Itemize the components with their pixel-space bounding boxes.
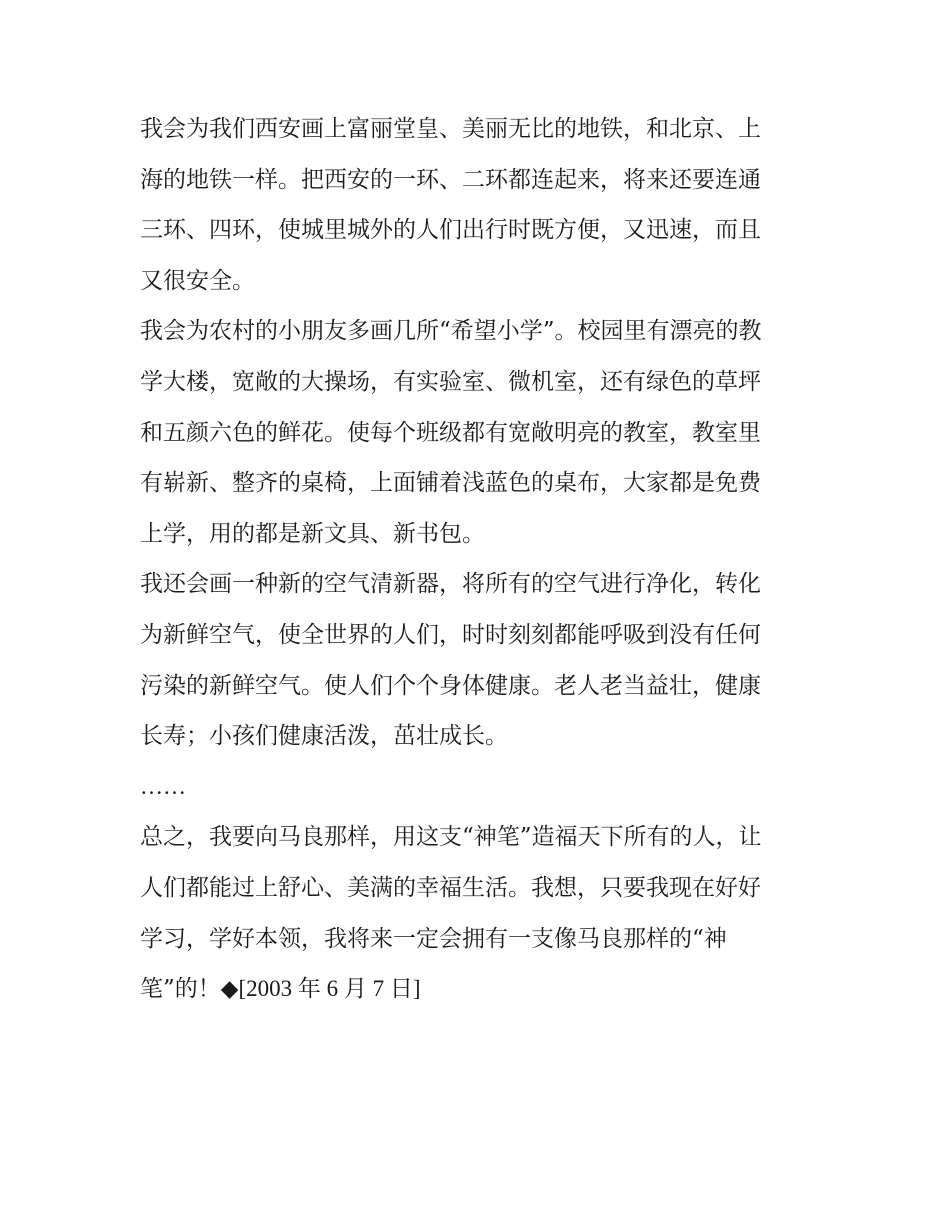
text-line: 总之，我要向马良那样，用这支“神笔”造福天下所有的人，让 (140, 824, 762, 851)
text-line: 为新鲜空气，使全世界的人们，时时刻刻都能呼吸到没有任何 (140, 621, 761, 648)
paragraph-air-purifier (140, 559, 815, 761)
text-line: 和五颜六色的鲜花。使每个班级都有宽敞明亮的教室，教室里 (140, 419, 761, 446)
text-line: 又很安全。 (140, 267, 255, 294)
text-line: 长寿；小孩们健康活泼，茁壮成长。 (140, 723, 508, 750)
ellipsis: …… (140, 773, 186, 799)
paragraph-closing (140, 812, 815, 1014)
article-body (140, 104, 815, 1015)
text-line: 人们都能过上舒心、美满的幸福生活。我想，只要我现在好好 (140, 874, 761, 901)
date-stamp: [2003 年 6 月 7 日] (238, 976, 421, 1002)
text-line: 学习，学好本领，我将来一定会拥有一支像马良那样的“神 (140, 925, 727, 952)
final-text: 笔”的！ (140, 976, 221, 1003)
text-line: 海的地铁一样。把西安的一环、二环都连起来，将来还要连通 (140, 166, 761, 193)
text-line: 有崭新、整齐的桌椅，上面铺着浅蓝色的桌布，大家都是免费 (140, 470, 761, 497)
diamond-icon: ◆ (220, 976, 239, 1003)
text-line-final (140, 964, 815, 1015)
text-line: 上学，用的都是新文具、新书包。 (140, 520, 485, 547)
text-line: 我会为农村的小朋友多画几所“希望小学”。校园里有漂亮的教 (140, 318, 762, 345)
paragraph-subway (140, 104, 815, 306)
text-line: 污染的新鲜空气。使人们个个身体健康。老人老当益壮，健康 (140, 672, 761, 699)
text-line: 三环、四环，使城里城外的人们出行时既方便，又迅速，而且 (140, 217, 761, 244)
text-line: 我会为我们西安画上富丽堂皇、美丽无比的地铁，和北京、上 (140, 116, 761, 142)
paragraph-hope-school (140, 306, 815, 559)
text-line: 学大楼，宽敞的大操场，有实验室、微机室，还有绿色的草坪 (140, 368, 761, 395)
text-line: 我还会画一种新的空气清新器，将所有的空气进行净化，转化 (140, 571, 761, 598)
